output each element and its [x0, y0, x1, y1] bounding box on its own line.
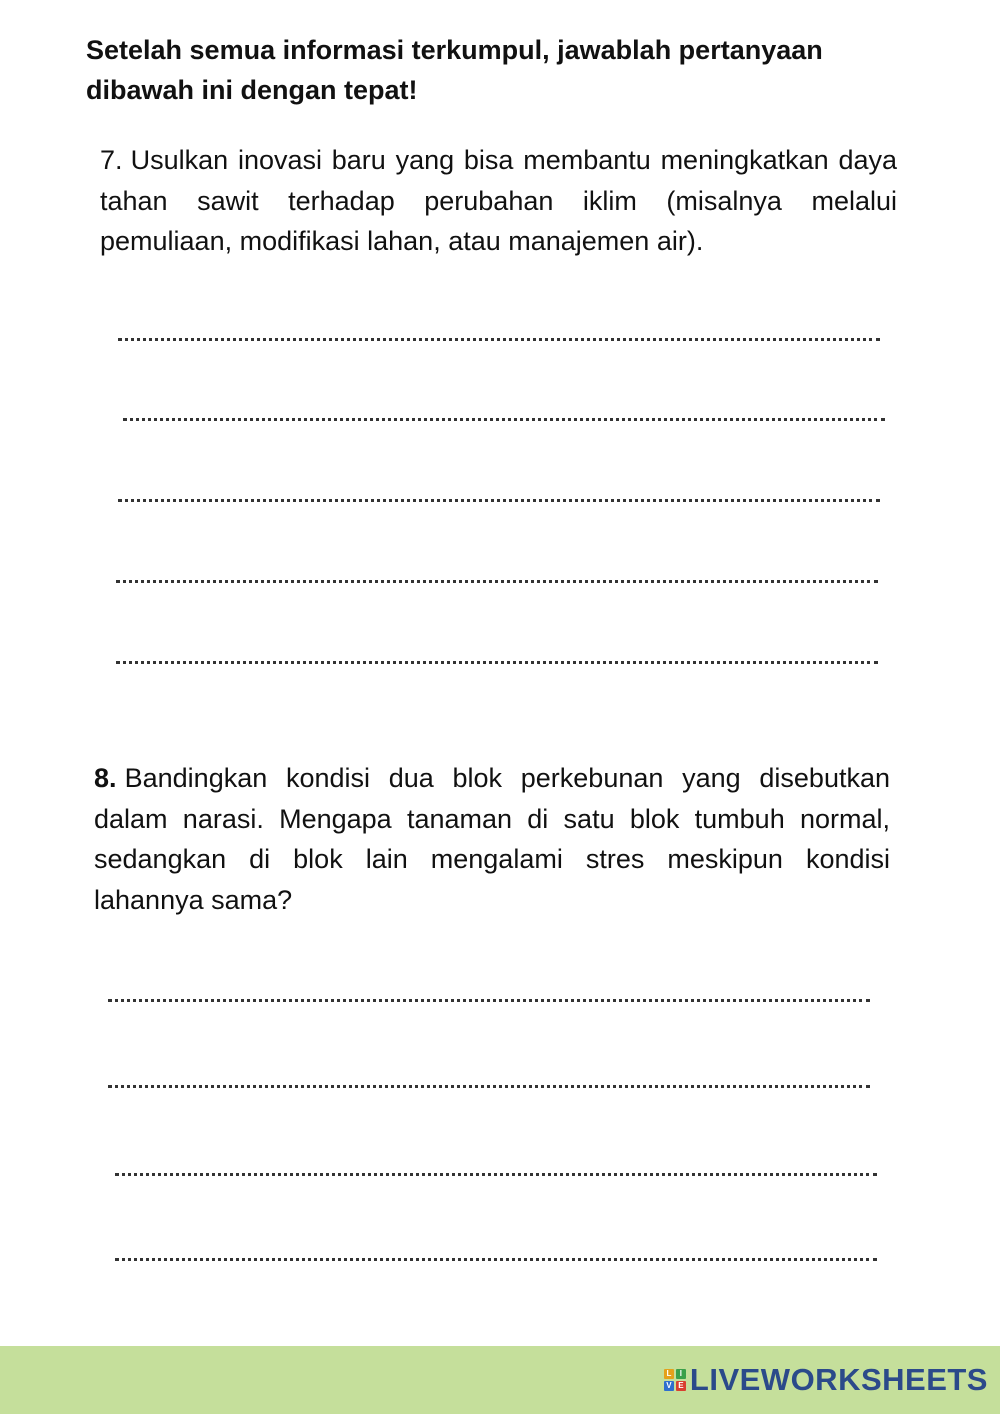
question-8-number: 8.: [94, 763, 117, 793]
liveworksheets-brand[interactable]: [664, 1362, 988, 1398]
answer-line-q8-1[interactable]: [108, 999, 870, 1002]
answer-line-q7-3[interactable]: [118, 499, 880, 502]
logo-tile-i: I: [676, 1369, 686, 1379]
liveworksheets-logo-icon: [664, 1369, 686, 1391]
answer-line-q8-3[interactable]: [115, 1173, 877, 1176]
question-8-text: Bandingkan kondisi dua blok perkebunan yang disebutkan dalam narasi. Mengapa tanaman di satu blok tumbuh normal, sedangkan di blok lain mengalami stres meskipun kondisi lahannya sama?: [94, 763, 890, 915]
question-7-text: Usulkan inovasi baru yang bisa membantu meningkatkan daya tahan sawit terhadap perubahan iklim (misalnya melalui pemuliaan, modifikasi lahan, atau manajemen air).: [100, 145, 897, 256]
answer-line-q8-2[interactable]: [108, 1085, 870, 1088]
brand-name: LIVEWORKSHEETS: [689, 1362, 988, 1397]
instruction-text: Setelah semua informasi terkumpul, jawablah pertanyaan dibawah ini dengan tepat!: [86, 35, 823, 105]
logo-tile-e: E: [676, 1381, 686, 1391]
question-7: [100, 140, 897, 262]
answer-line-q7-5[interactable]: [116, 661, 878, 664]
answer-line-q7-4[interactable]: [116, 580, 878, 583]
answer-line-q7-2[interactable]: [123, 418, 885, 421]
question-8: [94, 758, 890, 920]
logo-tile-l: L: [664, 1369, 674, 1379]
answer-line-q8-4[interactable]: [115, 1258, 877, 1261]
question-7-number: 7.: [100, 145, 123, 175]
answer-line-q7-1[interactable]: [118, 338, 880, 341]
logo-tile-v: V: [664, 1381, 674, 1391]
footer-bar: [0, 1346, 1000, 1414]
